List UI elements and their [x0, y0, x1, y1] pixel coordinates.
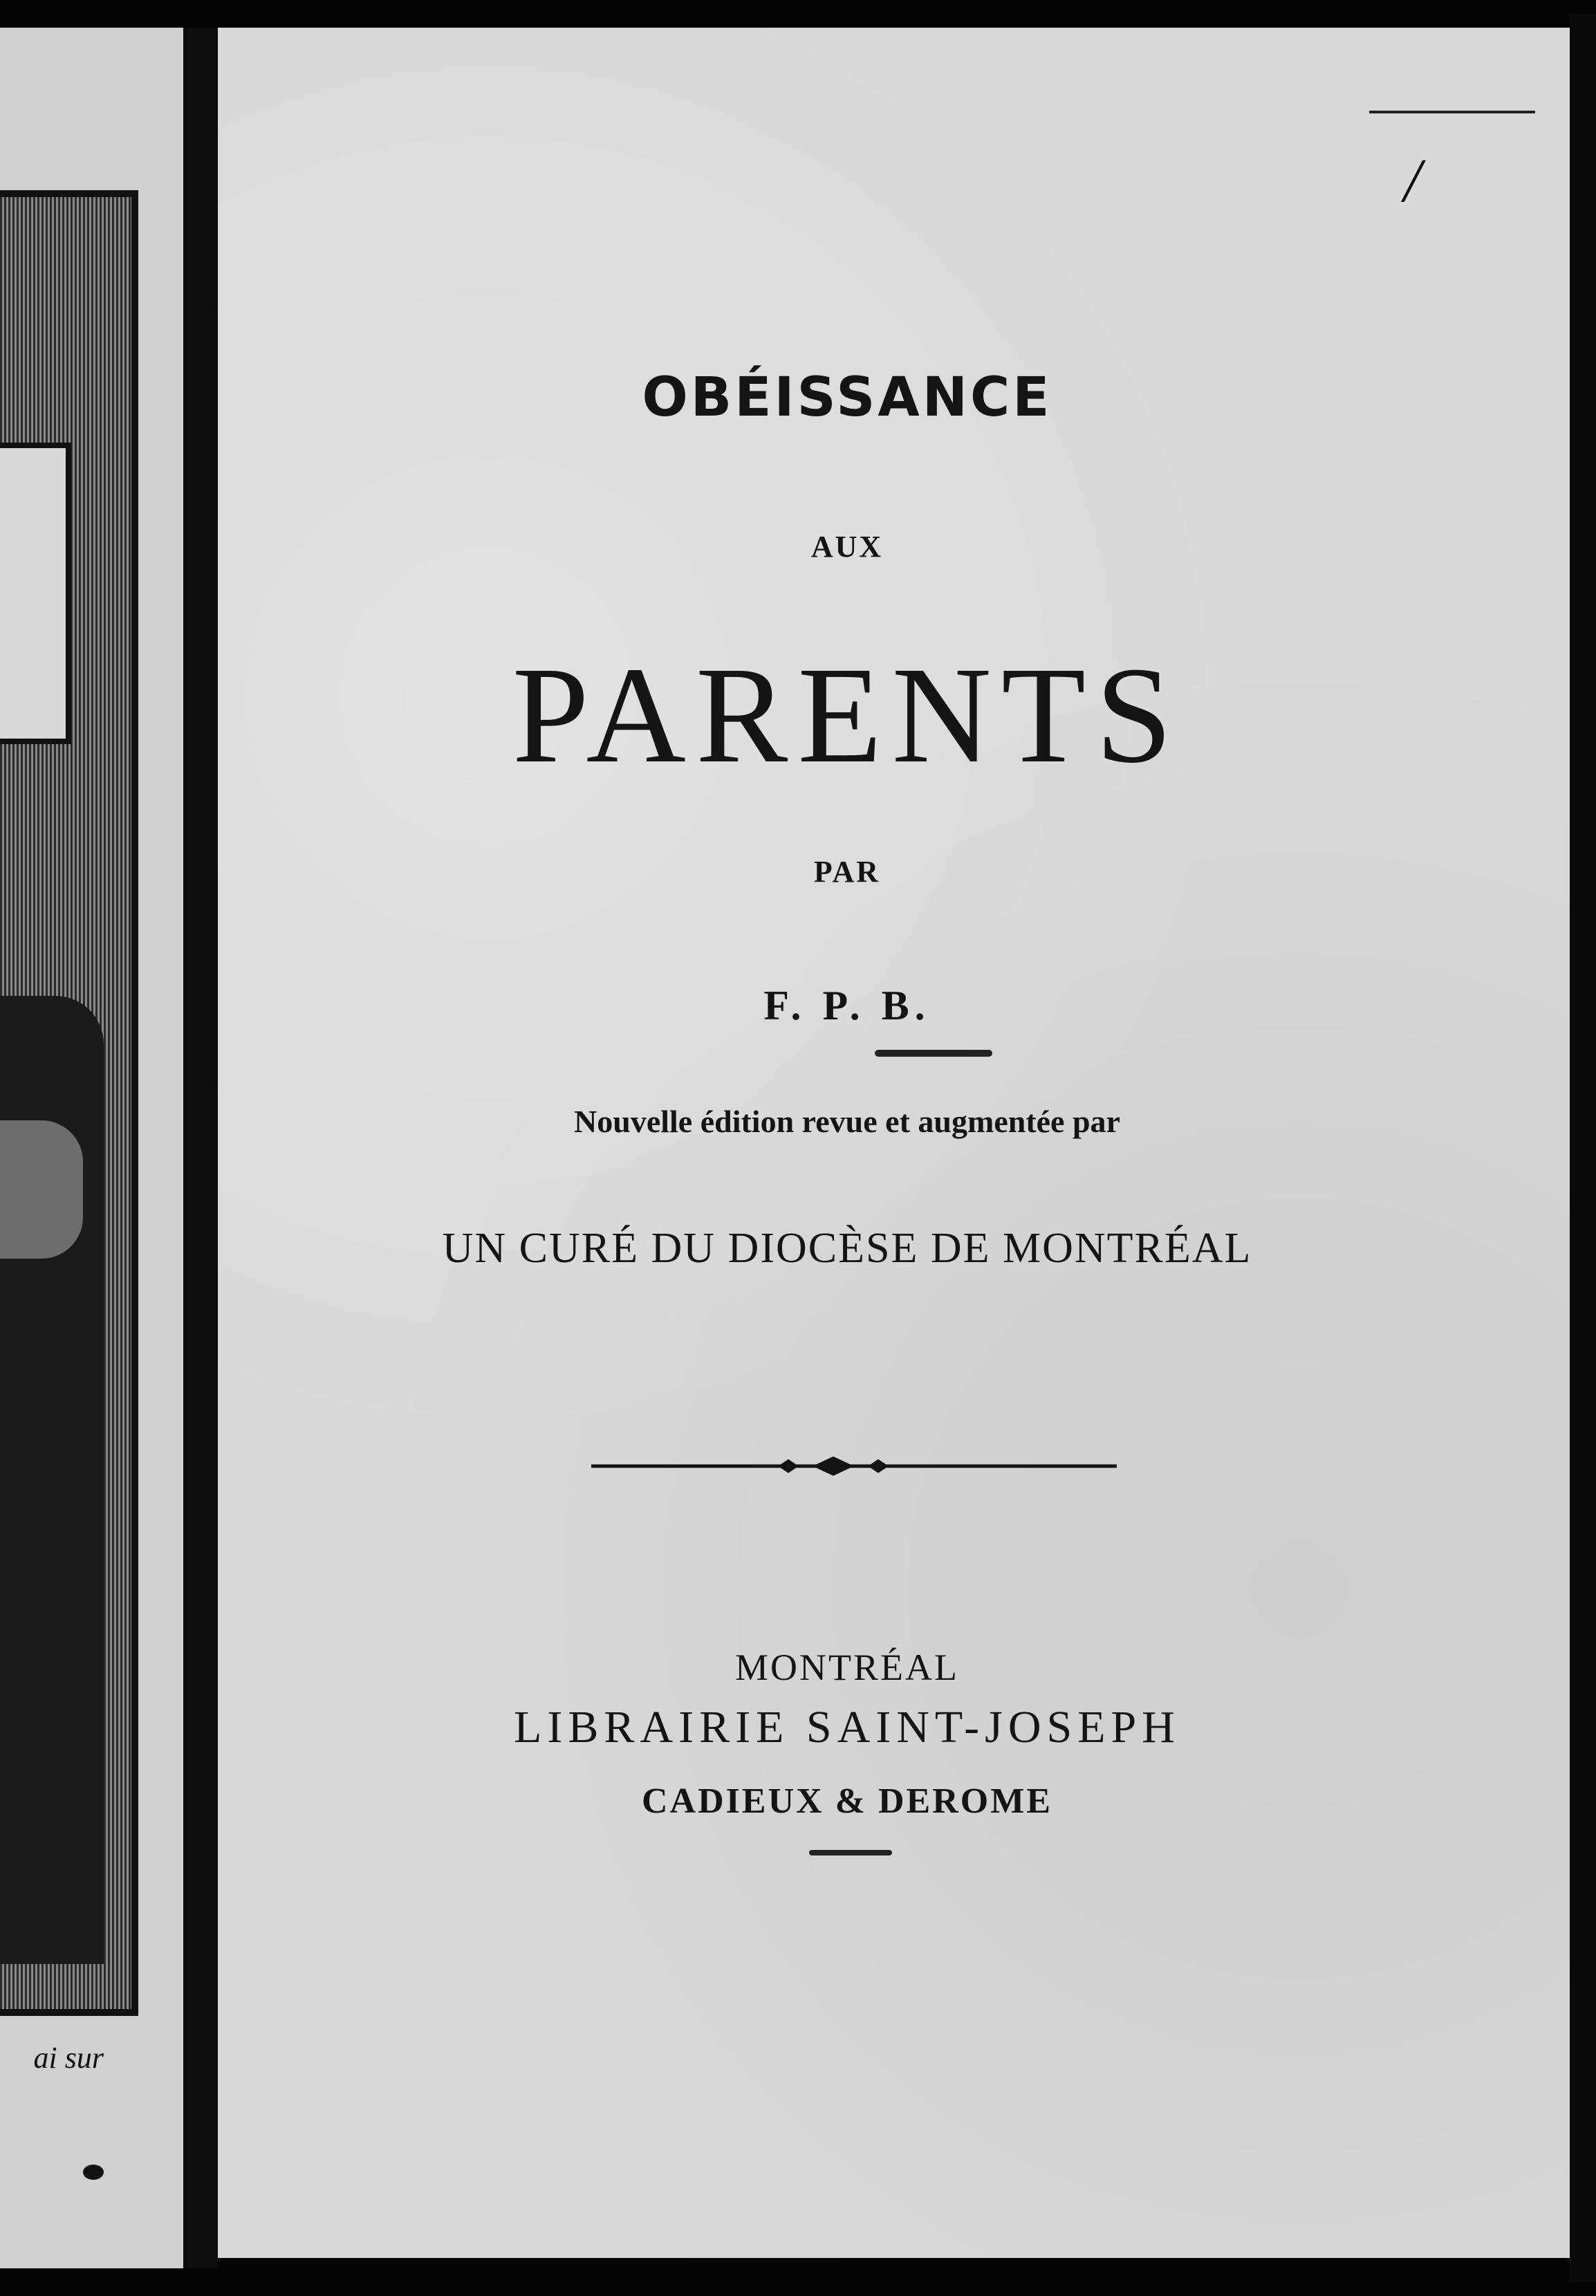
imprint-publisher: LIBRAIRIE SAINT-JOSEPH	[514, 1702, 1180, 1752]
engraving-head	[0, 1120, 83, 1259]
title-line-2: AUX	[810, 530, 884, 564]
imprint-printers: CADIEUX & DEROME	[642, 1781, 1052, 1821]
engraving-picture-frame	[0, 443, 71, 744]
corner-rule	[1369, 111, 1535, 113]
page-edge	[1570, 14, 1596, 2282]
edition-note: Nouvelle édition revue et augmentée par	[574, 1104, 1120, 1139]
frontispiece-caption: ai sur	[33, 2041, 104, 2075]
title-page	[218, 28, 1570, 2258]
main-title: PARENTS	[512, 639, 1182, 792]
title-line-1: OBÉISSANCE	[642, 367, 1052, 429]
imprint-city: MONTRÉAL	[735, 1647, 959, 1688]
frontispiece-page	[0, 28, 183, 2268]
by-label: PAR	[813, 855, 881, 889]
book-gutter	[183, 28, 218, 2268]
closing-rule	[809, 1850, 892, 1855]
ornamental-divider	[591, 1445, 1117, 1487]
author: F. P. B.	[763, 983, 931, 1028]
page-number: /	[1404, 147, 1422, 215]
reviser: UN CURÉ DU DIOCÈSE DE MONTRÉAL	[442, 1225, 1252, 1272]
ink-blot	[83, 2165, 104, 2180]
author-pen-underline	[875, 1050, 992, 1057]
